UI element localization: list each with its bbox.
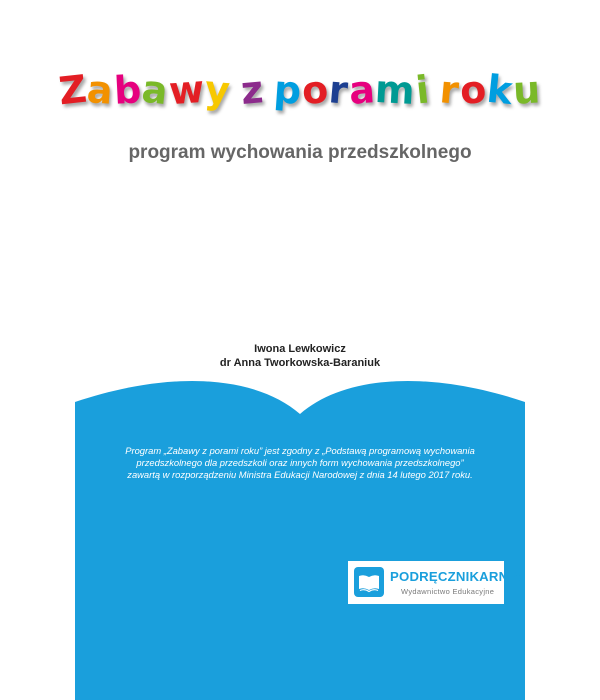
legal-notice	[118, 445, 482, 481]
book-subtitle: program wychowania przedszkolnego	[128, 142, 472, 163]
title-letter: z	[238, 67, 266, 113]
title-letter: r	[327, 67, 351, 113]
legal-line-2: przedszkolnego dla przedszkoli oraz innych form wychowania przedszkolnego”	[136, 457, 464, 468]
publisher-logo	[348, 561, 522, 604]
title-letter: a	[139, 66, 171, 114]
wave-shape	[75, 381, 525, 700]
title-letter: p	[272, 67, 304, 113]
title-letter: a	[85, 67, 116, 113]
legal-line-1: Program „Zabawy z porami roku” jest zgodny z „Podstawą programową wychowania	[125, 445, 475, 456]
title-letter: y	[202, 66, 233, 114]
title-letter: a	[347, 67, 377, 113]
author-2: dr Anna Tworkowska-Baraniuk	[219, 357, 381, 369]
title-letter: w	[167, 66, 207, 114]
title-letter: o	[300, 67, 331, 113]
author-1: Iwona Lewkowicz	[254, 343, 346, 355]
publisher-name: PODRĘCZNIKARNIA	[390, 569, 522, 584]
title-letter: i	[413, 67, 433, 113]
title-letter: o	[458, 67, 489, 113]
title-letter: k	[484, 66, 516, 114]
title-letter: r	[438, 67, 462, 113]
open-book-icon	[354, 567, 384, 597]
title-letter: u	[512, 67, 543, 113]
title-letter: Z	[56, 66, 90, 114]
legal-line-3: zawartą w rozporządzeniu Ministra Edukacji Narodowej z dnia 14 lutego 2017 roku.	[127, 469, 473, 480]
publisher-tagline: Wydawnictwo Edukacyjne	[401, 587, 495, 596]
title-letter: m	[374, 66, 418, 114]
title-letter: b	[112, 67, 144, 113]
